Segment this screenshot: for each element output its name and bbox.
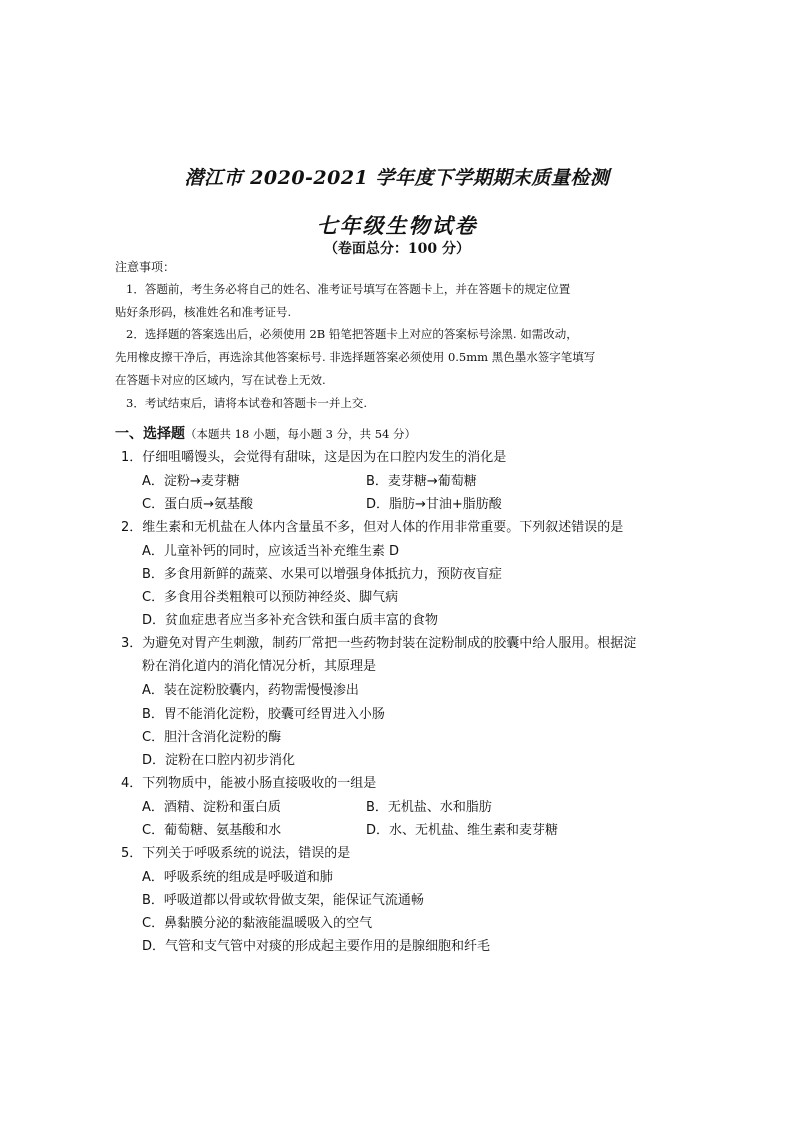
option-a: A．酒精、淀粉和蛋白质 xyxy=(142,800,281,815)
option-a: A．儿童补钙的同时，应该适当补充维生素 D xyxy=(142,544,400,559)
option-b: B．呼吸道都以骨或软骨做支架，能保证气流通畅 xyxy=(142,893,424,908)
option-b: B．无机盐、水和脂肪 xyxy=(366,800,492,815)
notice-line: 1．答题前，考生务必将自己的姓名、准考证号填写在答题卡上，并在答题卡的规定位置 xyxy=(126,282,571,296)
total-score-note: （卷面总分：100 分） xyxy=(323,241,471,257)
option-c: C．蛋白质→氨基酸 xyxy=(142,497,253,512)
option-b: B．多食用新鲜的蔬菜、水果可以增强身体抵抗力，预防夜盲症 xyxy=(142,567,502,582)
option-b: B．胃不能消化淀粉，胶囊可经胃进入小肠 xyxy=(142,707,385,722)
question-stem: 4．下列物质中，能被小肠直接吸收的一组是 xyxy=(121,776,377,791)
question-stem: 1．仔细咀嚼馒头，会觉得有甜味，这是因为在口腔内发生的消化是 xyxy=(121,450,507,465)
option-d: D．水、无机盐、维生素和麦芽糖 xyxy=(366,823,559,838)
option-d: D．气管和支气管中对痰的形成起主要作用的是腺细胞和纤毛 xyxy=(142,939,491,954)
notice-label: 注意事项： xyxy=(115,260,176,274)
question-stem: 2．维生素和无机盐在人体内含量虽不多，但对人体的作用非常重要。下列叙述错误的是 xyxy=(121,520,624,535)
option-c: C．多食用谷类粗粮可以预防神经炎、脚气病 xyxy=(142,590,399,605)
section-heading xyxy=(115,423,416,443)
option-a: A．呼吸系统的组成是呼吸道和肺 xyxy=(142,870,333,885)
notice-line: 先用橡皮擦干净后，再选涂其他答案标号. 非选择题答案必须使用 0.5mm 黑色墨水签字笔填写 xyxy=(115,350,596,364)
question-stem-continued: 粉在消化道内的消化情况分析，其原理是 xyxy=(142,659,377,674)
exam-title: 潜江市 2020-2021 学年度下学期期末质量检测 xyxy=(184,167,610,189)
option-d: D．脂肪→甘油+脂肪酸 xyxy=(366,497,502,512)
notice-line: 2．选择题的答案选出后，必须使用 2B 铅笔把答题卡上对应的答案标号涂黑. 如需改动， xyxy=(126,327,578,341)
notice-line: 贴好条形码，核准姓名和准考证号. xyxy=(115,305,292,319)
option-c: C．胆汁含消化淀粉的酶 xyxy=(142,730,282,745)
question-stem: 3．为避免对胃产生刺激，制药厂常把一些药物封装在淀粉制成的胶囊中给人服用。根据淀 xyxy=(121,636,637,651)
option-a: A．淀粉→麦芽糖 xyxy=(142,474,240,489)
option-d: D．淀粉在口腔内初步消化 xyxy=(142,753,296,768)
notice-line: 在答题卡对应的区域内，写在试卷上无效. xyxy=(115,373,326,387)
option-c: C．鼻黏膜分泌的黏液能温暖吸入的空气 xyxy=(142,916,373,931)
section-note: （本题共 18 小题，每小题 3 分，共 54 分） xyxy=(185,427,417,441)
notice-line: 3．考试结束后，请将本试卷和答题卡一并上交. xyxy=(126,396,367,410)
option-d: D．贫血症患者应当多补充含铁和蛋白质丰富的食物 xyxy=(142,613,439,628)
section-title: 一、选择题 xyxy=(115,426,185,442)
exam-subtitle: 七年级生物试卷 xyxy=(316,213,478,238)
option-c: C．葡萄糖、氨基酸和水 xyxy=(142,823,282,838)
option-b: B．麦芽糖→葡萄糖 xyxy=(366,474,477,489)
option-a: A．装在淀粉胶囊内，药物需慢慢渗出 xyxy=(142,683,359,698)
question-stem: 5．下列关于呼吸系统的说法，错误的是 xyxy=(121,846,351,861)
